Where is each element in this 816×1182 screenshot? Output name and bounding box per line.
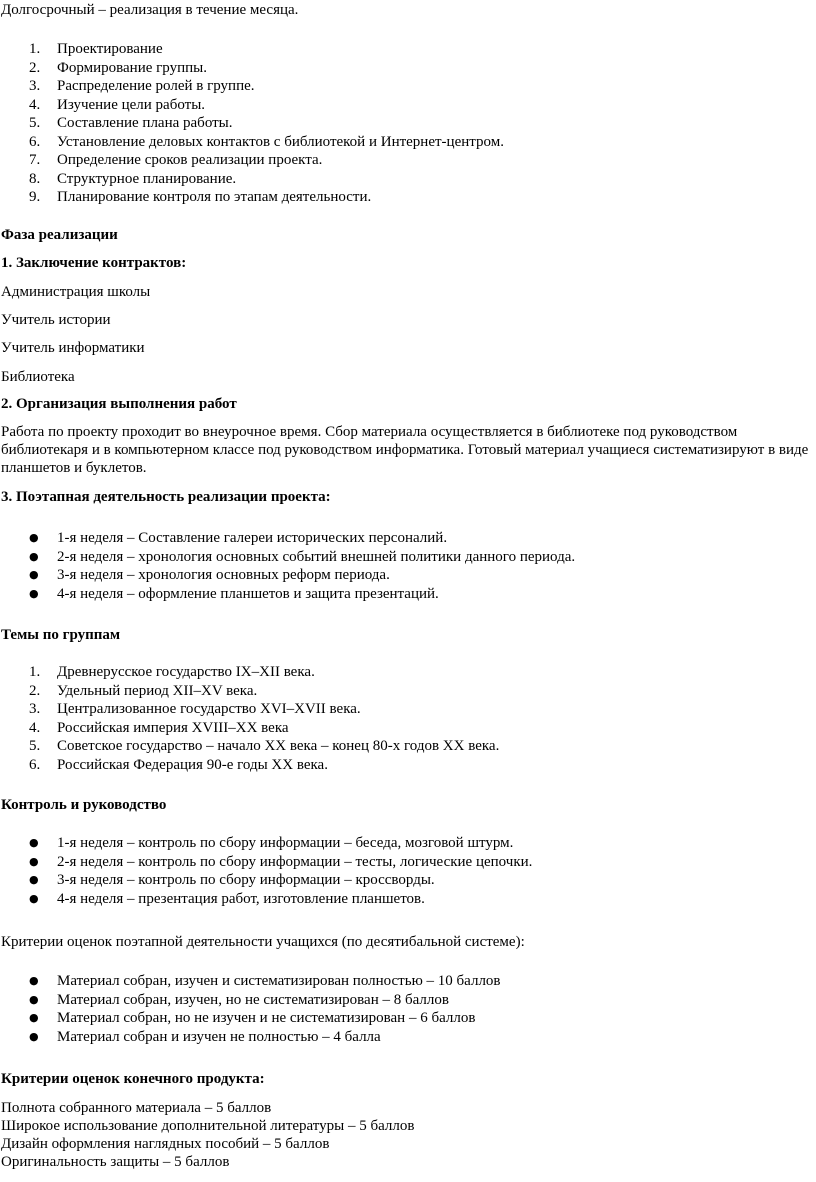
list-item (1, 585, 813, 604)
organization-paragraph: Работа по проекту проходит во внеурочное время. Сбор материала осуществляется в библиотеке под руководством библиотекаря и в компьютерном классе под руководством информатика. Готовый материал учащиеся систематизируют в виде планшетов и буклетов. (1, 424, 809, 476)
list-item (1, 972, 813, 991)
list-item-text: Определение сроков реализации проекта. (57, 152, 323, 168)
list-item (1, 719, 813, 738)
list-item (1, 566, 813, 585)
contract-item: Учитель информатики (1, 340, 145, 356)
list-item (1, 682, 813, 701)
list-item-text: 1-я неделя – Составление галереи исторических персоналий. (57, 530, 448, 546)
bullet-icon: ● (29, 891, 39, 905)
contracts-heading: 1. Заключение контрактов: (1, 255, 187, 271)
list-item (1, 853, 813, 872)
bullet-icon: ● (29, 531, 39, 544)
intro-line: Долгосрочный – реализация в течение месяца. (1, 2, 299, 18)
bullet-icon: ● (29, 586, 39, 600)
bullet-icon: ● (29, 1011, 39, 1024)
list-item (1, 756, 813, 775)
list-item (1, 96, 813, 115)
criteria-final-line: Широкое использование дополнительной литературы – 5 баллов (1, 1118, 415, 1134)
list-number: 2. (29, 682, 41, 699)
list-item (1, 663, 813, 682)
list-item-text: Материал собран, изучен и систематизирован полностью – 10 баллов (57, 973, 501, 989)
list-item-text: 1-я неделя – контроль по сбору информации – беседа, мозговой штурм. (57, 835, 514, 851)
list-item-text: Российская Федерация 90-е годы XX века. (57, 756, 328, 773)
list-item (1, 991, 813, 1010)
list-item (1, 548, 813, 567)
list-item-text: Материал собран и изучен не полностью – 4 балла (57, 1028, 381, 1045)
list-number: 5. (29, 115, 41, 131)
bullet-icon: ● (29, 873, 39, 886)
list-item-text: 2-я неделя – хронология основных событий внешней политики данного периода. (57, 548, 576, 565)
list-item-text: 2-я неделя – контроль по сбору информации – тесты, логические цепочки. (57, 853, 533, 870)
list-item (1, 737, 813, 756)
contract-item: Библиотека (1, 369, 75, 385)
bullet-icon: ● (29, 974, 39, 987)
list-item-text: Распределение ролей в группе. (57, 78, 255, 94)
contract-item: Учитель истории (1, 312, 111, 328)
list-item-text: Российская империя XVIII–XX века (57, 719, 289, 736)
list-item (1, 529, 813, 548)
list-item-text: 4-я неделя – презентация работ, изготовление планшетов. (57, 890, 425, 907)
bullet-icon: ● (29, 568, 39, 581)
control-heading: Контроль и руководство (1, 797, 167, 813)
list-item (1, 188, 813, 207)
list-item (1, 834, 813, 853)
list-number: 6. (29, 133, 41, 150)
list-item-text: Централизованное государство XVI–XVII века. (57, 701, 361, 717)
bullet-icon: ● (29, 836, 39, 849)
phase-heading: Фаза реализации (1, 227, 118, 243)
stepwise-list (1, 529, 813, 603)
list-item-text: Удельный период XII–XV века. (57, 682, 258, 699)
list-item-text: 3-я неделя – хронология основных реформ периода. (57, 567, 390, 583)
list-item (1, 77, 813, 96)
list-item (1, 170, 813, 189)
list-item-text: Советское государство – начало XX века – конец 80-х годов XX века. (57, 738, 500, 754)
bullet-icon: ● (29, 992, 39, 1006)
list-item (1, 40, 813, 59)
contract-item: Администрация школы (1, 284, 151, 300)
list-number: 1. (29, 41, 41, 57)
criteria-final-line: Полнота собранного материала – 5 баллов (1, 1100, 272, 1116)
criteria-final-line: Дизайн оформления наглядных пособий – 5 баллов (1, 1136, 330, 1152)
list-item (1, 114, 813, 133)
list-item-text: Установление деловых контактов с библиотекой и Интернет-центром. (57, 133, 504, 150)
bullet-icon: ● (29, 854, 39, 868)
list-number: 3. (29, 78, 41, 94)
organization-heading: 2. Организация выполнения работ (1, 396, 237, 412)
list-number: 3. (29, 701, 41, 717)
list-item-text: Материал собран, но не изучен и не систематизирован – 6 баллов (57, 1010, 476, 1026)
list-number: 1. (29, 664, 41, 680)
stepwise-heading: 3. Поэтапная деятельность реализации проекта: (1, 489, 331, 505)
control-list (1, 834, 813, 908)
bullet-icon: ● (29, 549, 39, 563)
criteria-stage-list (1, 972, 813, 1046)
topics-heading: Темы по группам (1, 627, 121, 643)
criteria-final-heading: Критерии оценок конечного продукта: (1, 1071, 265, 1087)
list-item-text: Структурное планирование. (57, 170, 237, 187)
list-item (1, 700, 813, 719)
list-number: 4. (29, 719, 41, 736)
list-item-text: Планирование контроля по этапам деятельности. (57, 189, 372, 205)
list-number: 2. (29, 59, 41, 76)
list-item-text: Составление плана работы. (57, 115, 233, 131)
list-item (1, 59, 813, 78)
list-number: 5. (29, 738, 41, 754)
list-item (1, 1009, 813, 1028)
criteria-stage-intro: Критерии оценок поэтапной деятельности учащихся (по десятибальной системе): (1, 934, 525, 950)
list-number: 8. (29, 170, 41, 187)
list-item-text: Проектирование (57, 41, 163, 57)
stages-list (1, 40, 813, 207)
criteria-final-line: Оригинальность защиты – 5 баллов (1, 1154, 230, 1170)
list-item-text: Изучение цели работы. (57, 96, 206, 113)
topics-list (1, 663, 813, 774)
list-item-text: 3-я неделя – контроль по сбору информации – кроссворды. (57, 872, 435, 888)
bullet-icon: ● (29, 1029, 39, 1043)
list-number: 7. (29, 152, 41, 168)
list-item (1, 151, 813, 170)
list-number: 9. (29, 189, 41, 205)
list-number: 6. (29, 756, 41, 773)
list-item (1, 133, 813, 152)
list-item (1, 1028, 813, 1047)
list-item (1, 890, 813, 909)
list-item (1, 871, 813, 890)
criteria-final-lines (1, 1099, 813, 1171)
list-item-text: Материал собран, изучен, но не систематизирован – 8 баллов (57, 991, 449, 1008)
list-number: 4. (29, 96, 41, 113)
list-item-text: Формирование группы. (57, 59, 207, 76)
list-item-text: 4-я неделя – оформление планшетов и защита презентаций. (57, 585, 439, 602)
list-item-text: Древнерусское государство IX–XII века. (57, 664, 315, 680)
